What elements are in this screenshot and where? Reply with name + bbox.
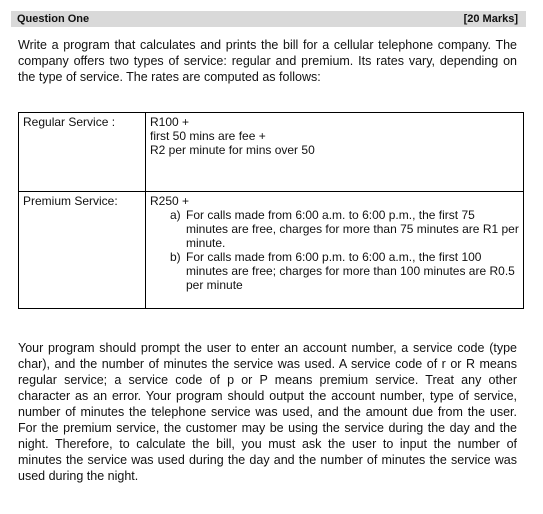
rates-table <box>18 112 524 309</box>
premium-rate-text: For calls made from 6:00 a.m. to 6:00 p.m., the first 75 minutes are free, charges for more than 75 minutes are R1 per minute. <box>186 208 519 250</box>
list-marker: a) <box>170 208 181 222</box>
premium-rate-item <box>150 250 519 292</box>
premium-service-label: Premium Service: <box>19 192 146 309</box>
intro-paragraph: Write a program that calculates and prints the bill for a cellular telephone company. The company offers two types of service: regular and premium. Its rates vary, depending on the type of service. The rates are computed as follows: <box>18 38 517 84</box>
regular-rate-line: R2 per minute for mins over 50 <box>150 143 315 157</box>
premium-rate-list <box>150 208 519 292</box>
question-title: Question One <box>17 13 90 25</box>
premium-rate-line: R250 + <box>150 194 190 208</box>
regular-service-row <box>19 113 524 192</box>
premium-rate-item <box>150 208 519 250</box>
regular-service-label: Regular Service : <box>19 113 146 192</box>
regular-rate-line: R100 + <box>150 115 190 129</box>
list-marker: b) <box>170 250 181 264</box>
regular-service-rates <box>146 113 524 192</box>
premium-service-rates <box>146 192 524 309</box>
premium-rate-text: For calls made from 6:00 p.m. to 6:00 a.m., the first 100 minutes are free; charges for more than 100 minutes are R0.5 per minute <box>186 250 515 292</box>
premium-service-row <box>19 192 524 309</box>
question-marks: [20 Marks] <box>463 13 518 25</box>
question-header <box>11 11 526 27</box>
body-paragraph: Your program should prompt the user to enter an account number, a service code (type char), and the number of minutes the service was used. A service code of r or R means regular service; a service code of p or P means premium service. Treat any other character as an error. Your program should output the account number, type of service, number of minutes the telephone service was used, and the amount due from the user. For the premium service, the customer may be using the service during the day and the night. Therefore, to calculate the bill, you must ask the user to input the number of minutes the service was used during the day and the number of minutes the service was used during the night. <box>18 341 517 483</box>
regular-rate-line: first 50 mins are fee + <box>150 129 266 143</box>
